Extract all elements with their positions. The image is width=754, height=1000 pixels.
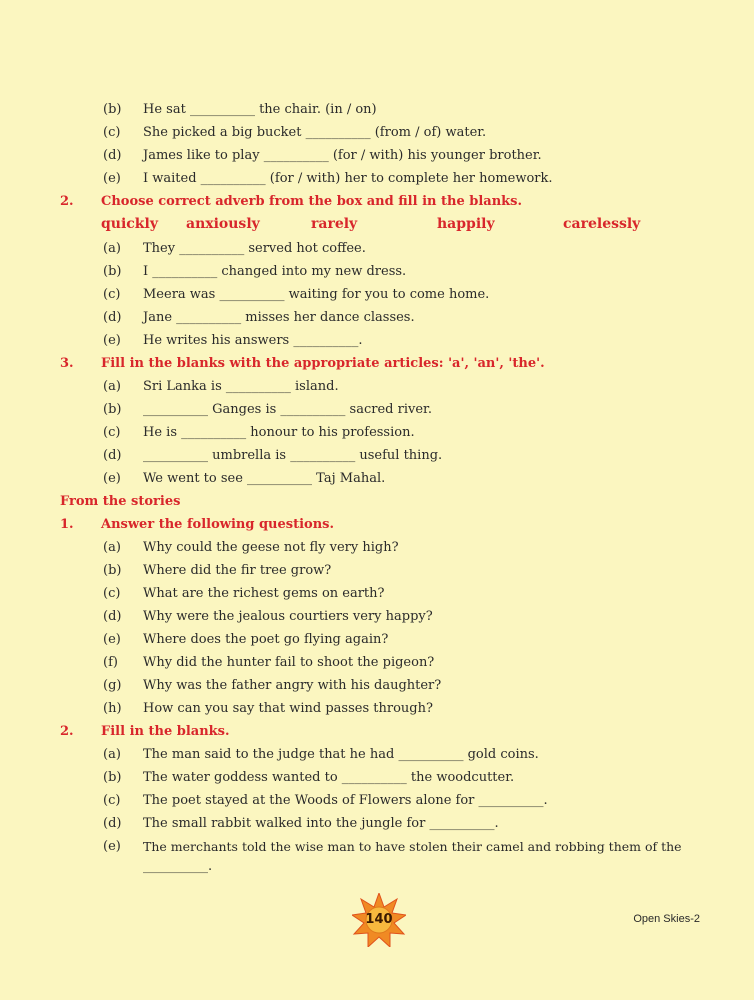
word-option: happily	[437, 216, 495, 232]
exercise-item-continuation: __________.	[143, 859, 213, 874]
page-number: 140	[365, 912, 393, 927]
word-option: carelessly	[563, 216, 641, 232]
stories-heading: From the stories	[60, 494, 181, 509]
worksheet-page: (b) He sat __________ the chair. (in / on) (c) She picked a big bucket __________ (from / of) water. (d) James like to play __________ (for / with) his younger brother. (e) I waited __________ (for / with) her to complete her homework. 2. Choose correct adverb from the box and fill in the blanks. quickly anxiously rarely happily carelessly (a) They __________ served hot coffee. (b) I __________ changed into my new dress. (c) Meera was __________ waiting for you to come home. (d) Jane __________ misses her dance classes. (e) He writes his answers __________. 3. Fill in the blanks with the appropriate articles: 'a', 'an', 'the'. (a) Sri Lanka is __________ island. (b) __________ Ganges is __________ sacred river. (c) He is __________ honour to his profession. (d) __________ umbrella is __________ useful thing. (e) We went to see __________ Taj Mahal. From the stories 1. Answer the following questions. (a) Why could the geese not fly very high? (b) Where did the fir tree grow? (c) What are the richest gems on earth? (d) Why were the jealous courtiers very happy? (e) Where does the poet go flying again? (f) Why did the hunter fail to shoot the pigeon? (g) Why was the father angry with his daughter? (h) How can you say that wind passes through? 2. Fill in the blanks. (a) The man said to the judge that he had __________ gold coins. (b) The water goddess wanted to __________ the woodcutter. (c) The poet stayed at the Woods of Flowers alone for __________. (d) The small rabbit walked into the jungle for __________. (e) The merchants told the wise man to have stolen their camel and robbing them of the __________. 140 Open Skies-2	[0, 0, 754, 1000]
word-option: anxiously	[186, 216, 260, 232]
adverb-word-box	[0, 216, 754, 236]
book-title: Open Skies-2	[633, 913, 700, 925]
word-option: quickly	[101, 216, 158, 232]
page-number-badge	[352, 893, 406, 947]
word-option: rarely	[311, 216, 358, 232]
